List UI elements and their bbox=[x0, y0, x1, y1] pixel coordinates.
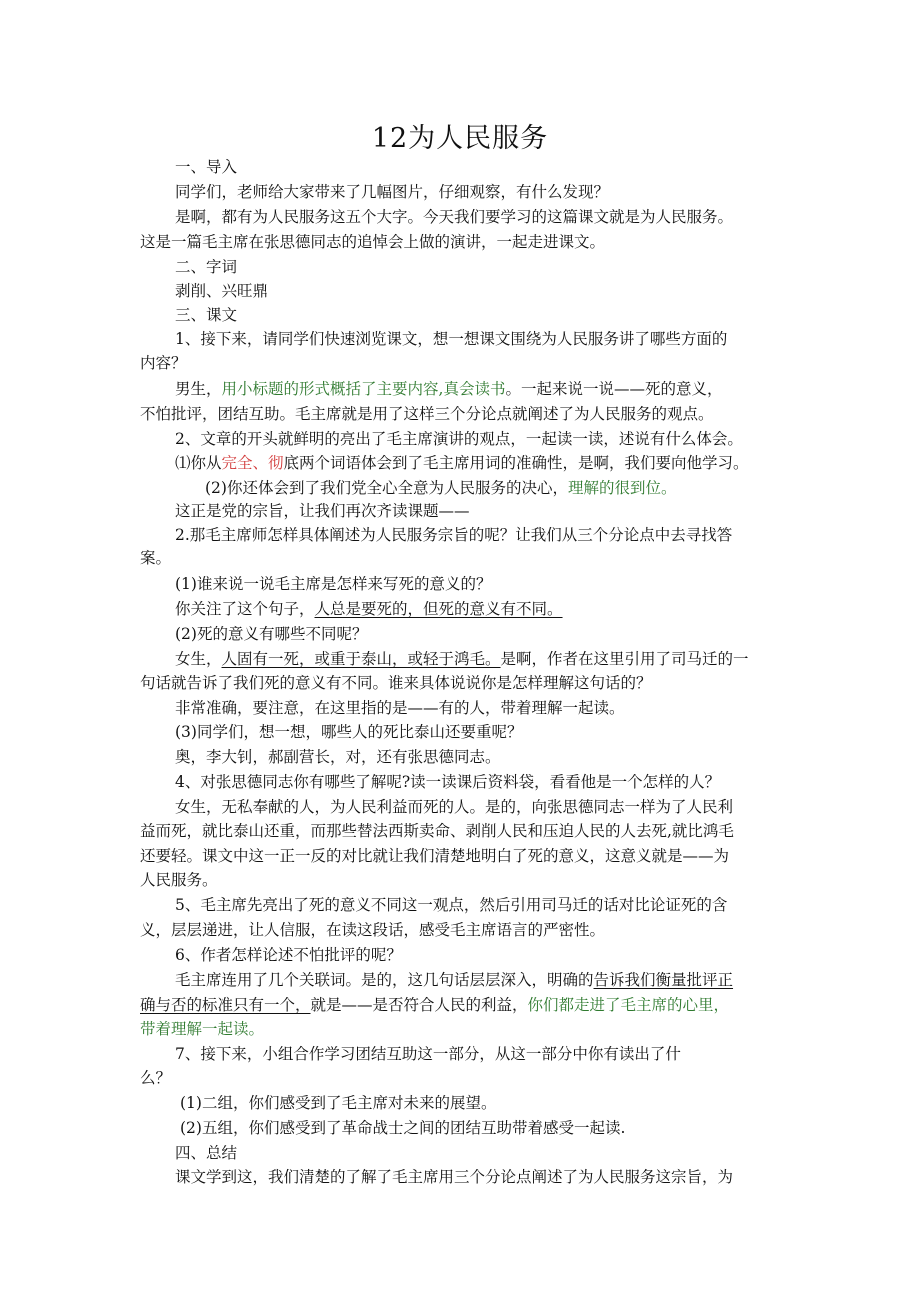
paragraph-line: (2)死的意义有哪些不同呢？ bbox=[175, 625, 368, 643]
paragraph-line: 义，层层递进，让人信服，在读这段话，感受毛主席语言的严密性。 bbox=[140, 921, 606, 939]
paragraph-line bbox=[175, 598, 825, 620]
paragraph-line: 还要轻。课文中这一正一反的对比就让我们清楚地明白了死的意义，这意义就是——为 bbox=[140, 847, 730, 865]
paragraph-line: 是啊，都有为人民服务这五个大字。今天我们要学习的这篇课文就是为人民服务。 bbox=[175, 208, 734, 226]
text-run: 是啊，作者在这里引用了司马迁的一 bbox=[500, 650, 749, 668]
paragraph-line: 奥，李大钊，郝副营长，对，还有张思德同志。 bbox=[175, 748, 501, 766]
text-run: 男生， bbox=[175, 380, 222, 398]
highlight-red: 完全、彻 bbox=[221, 454, 284, 472]
paragraph-line: (3)同学们，想一想，哪些人的死比泰山还要重呢？ bbox=[175, 723, 523, 741]
paragraph-line: 案。 bbox=[140, 549, 172, 567]
underlined-quote: 人总是要死的，但死的意义有不同。 bbox=[314, 600, 563, 618]
paragraph-line: 益而死，就比泰山还重，而那些替法西斯卖命、剥削人民和压迫人民的人去死,就比鸿毛 bbox=[140, 822, 734, 840]
paragraph-line: 同学们，老师给大家带来了几幅图片，仔细观察，有什么发现？ bbox=[175, 183, 610, 201]
section-heading-summary: 四、总结 bbox=[175, 1144, 238, 1162]
text-run: (2)你还体会到了我们党全心全意为人民服务的决心， bbox=[205, 479, 568, 497]
paragraph-line: 女生，无私奉献的人，为人民利益而死的人。是的，向张思德同志一样为了人民利 bbox=[175, 798, 734, 816]
paragraph-line: 这是一篇毛主席在张思德同志的追悼会上做的演讲，一起走进课文。 bbox=[140, 233, 606, 251]
underlined-quote: 人固有一死，或重于泰山，或轻于鸿毛。 bbox=[221, 650, 501, 668]
paragraph-line: 剥削、兴旺鼎 bbox=[175, 282, 269, 300]
underlined-quote: 告诉我们衡量批评正 bbox=[593, 971, 734, 989]
paragraph-line: 么？ bbox=[140, 1069, 172, 1087]
paragraph-line: 2、文章的开头就鲜明的亮出了毛主席演讲的观点，一起读一读，述说有什么体会。 bbox=[175, 430, 743, 448]
paragraph-line: (2)五组，你们感受到了革命战士之间的团结互助带着感受一起读. bbox=[180, 1119, 626, 1137]
paragraph-line: 人民服务。 bbox=[140, 871, 218, 889]
text-run: 就是——是否符合人民的利益， bbox=[310, 996, 528, 1014]
paragraph-line: 句话就告诉了我们死的意义有不同。谁来具体说说你是怎样理解这句话的？ bbox=[140, 674, 652, 692]
highlight-green: 理解的很到位。 bbox=[567, 479, 677, 497]
page-title: 12为人民服务 bbox=[371, 123, 549, 154]
section-heading-text: 三、课文 bbox=[175, 306, 238, 324]
paragraph-line: 1、接下来，请同学们快速浏览课文，想一想课文围绕为人民服务讲了哪些方面的 bbox=[175, 330, 728, 348]
paragraph-line bbox=[205, 477, 855, 499]
underlined-quote: 确与否的标准只有一个， bbox=[140, 996, 311, 1014]
paragraph-line bbox=[175, 452, 825, 474]
paragraph-line bbox=[175, 969, 825, 991]
paragraph-line bbox=[175, 378, 825, 400]
paragraph-line: 4、对张思德同志你有哪些了解呢?读一读课后资料袋，看看他是一个怎样的人？ bbox=[175, 773, 721, 791]
paragraph-line: 课文学到这，我们清楚的了解了毛主席用三个分论点阐述了为人民服务这宗旨，为 bbox=[175, 1168, 734, 1186]
text-run: 毛主席连用了几个关联词。是的，这几句话层层深入，明确的 bbox=[175, 971, 594, 989]
section-heading-words: 二、字词 bbox=[175, 258, 238, 276]
paragraph-line: 这正是党的宗旨，让我们再次齐读课题—— bbox=[175, 502, 470, 520]
highlight-green: 用小标题的形式概括了主要内容,真会读书 bbox=[221, 380, 506, 398]
paragraph-line: 内容？ bbox=[140, 354, 187, 372]
paragraph-line: (1)谁来说一说毛主席是怎样来写死的意义的？ bbox=[175, 575, 492, 593]
paragraph-line: 带着理解一起读。 bbox=[140, 1020, 265, 1038]
paragraph-line bbox=[175, 648, 825, 670]
paragraph-line: 2.那毛主席师怎样具体阐述为人民服务宗旨的呢？让我们从三个分论点中去寻找答 bbox=[175, 526, 733, 544]
text-run: 你关注了这个句子， bbox=[175, 600, 315, 618]
highlight-green: 你们都走进了毛主席的心里， bbox=[527, 996, 730, 1014]
text-run: 。一起来说一说——死的意义， bbox=[505, 380, 723, 398]
section-heading-intro: 一、导入 bbox=[175, 158, 238, 176]
paragraph-line bbox=[140, 994, 790, 1016]
text-run: ⑴你从 bbox=[175, 454, 222, 472]
paragraph-line: 非常准确，要注意，在这里指的是——有的人，带着理解一起读。 bbox=[175, 699, 625, 717]
paragraph-line: 7、接下来，小组合作学习团结互助这一部分，从这一部分中你有读出了什 bbox=[175, 1045, 681, 1063]
paragraph-line: 不怕批评，团结互助。毛主席就是用了这样三个分论点就阐述了为人民服务的观点。 bbox=[140, 405, 714, 423]
text-run: 底两个词语体会到了毛主席用词的准确性，是啊，我们要向他学习。 bbox=[283, 454, 749, 472]
text-run: 女生， bbox=[175, 650, 222, 668]
paragraph-line: 6、作者怎样论述不怕批评的呢？ bbox=[175, 946, 402, 964]
paragraph-line: 5、毛主席先亮出了死的意义不同这一观点，然后引用司马迁的话对比论证死的含 bbox=[175, 896, 728, 914]
paragraph-line: (1)二组，你们感受到了毛主席对未来的展望。 bbox=[180, 1094, 497, 1112]
